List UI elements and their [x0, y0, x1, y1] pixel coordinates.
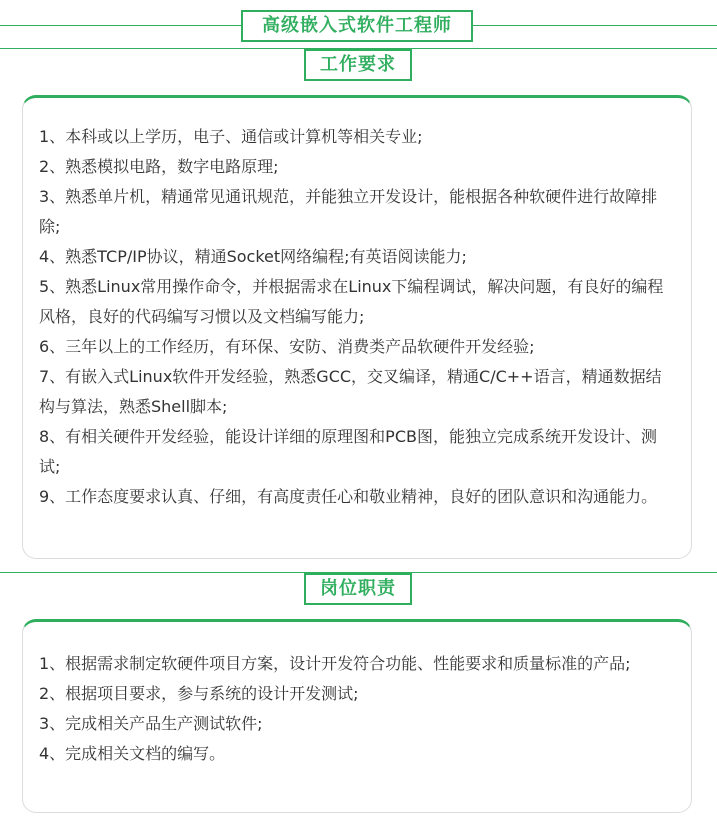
- duty-item: 1、根据需求制定软硬件项目方案，设计开发符合功能、性能要求和质量标准的产品;: [39, 654, 631, 673]
- duties-list: [39, 649, 671, 769]
- duties-card: [22, 619, 692, 813]
- requirements-list: [39, 122, 671, 512]
- duties-heading: 岗位职责: [304, 573, 412, 605]
- requirements-heading: 工作要求: [304, 49, 412, 81]
- duty-item: 3、完成相关产品生产测试软件;: [39, 714, 263, 733]
- requirements-card: [22, 95, 692, 559]
- requirement-item: 4、熟悉TCP/IP协议，精通Socket网络编程;有英语阅读能力;: [39, 247, 467, 266]
- requirement-item: 7、有嵌入式Linux软件开发经验，熟悉GCC，交叉编译，精通C/C++语言，精通数据结构与算法，熟悉Shell脚本;: [39, 367, 662, 416]
- requirement-item: 2、熟悉模拟电路，数字电路原理;: [39, 157, 279, 176]
- requirement-item: 5、熟悉Linux常用操作命令，并根据需求在Linux下编程调试，解决问题，有良好的编程风格，良好的代码编写习惯以及文档编写能力;: [39, 277, 664, 326]
- duty-item: 4、完成相关文档的编写。: [39, 744, 226, 763]
- page-title: 高级嵌入式软件工程师: [241, 10, 473, 42]
- requirement-item: 1、本科或以上学历，电子、通信或计算机等相关专业;: [39, 127, 423, 146]
- requirement-item: 6、三年以上的工作经历，有环保、安防、消费类产品软硬件开发经验;: [39, 337, 535, 356]
- requirement-item: 3、熟悉单片机，精通常见通讯规范，并能独立开发设计，能根据各种软硬件进行故障排除;: [39, 187, 658, 236]
- requirement-item: 9、工作态度要求认真、仔细，有高度责任心和敬业精神，良好的团队意识和沟通能力。: [39, 487, 658, 506]
- requirement-item: 8、有相关硬件开发经验，能设计详细的原理图和PCB图，能独立完成系统开发设计、测试;: [39, 427, 657, 476]
- duty-item: 2、根据项目要求，参与系统的设计开发测试;: [39, 684, 359, 703]
